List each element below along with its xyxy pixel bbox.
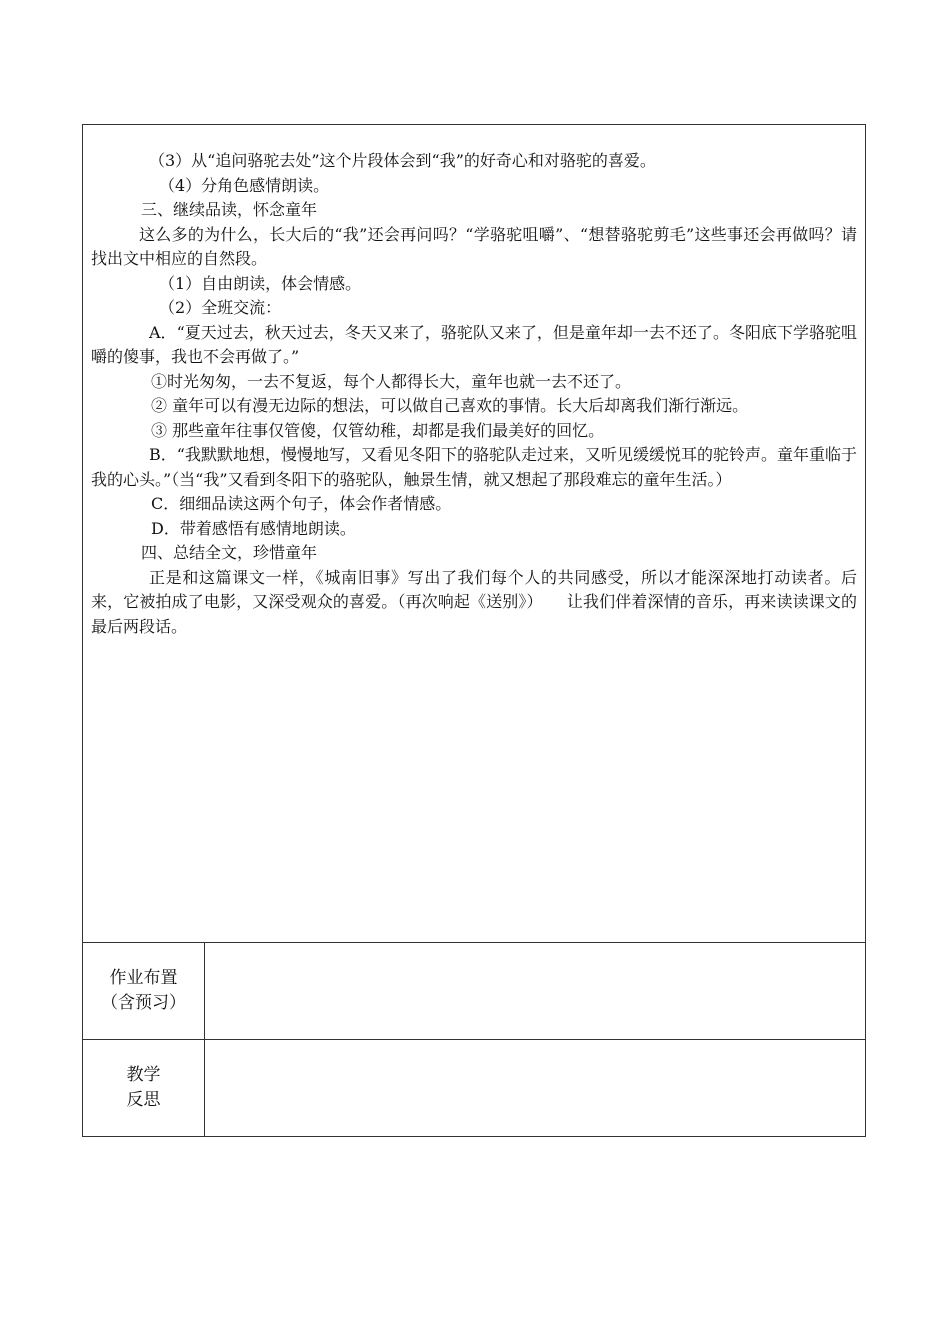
- homework-label-line2: （含预习）: [101, 993, 186, 1013]
- list-item: ② 童年可以有漫无边际的想法，可以做自己喜欢的事情。长大后却离我们渐行渐远。: [151, 396, 749, 415]
- paragraph: D．带着感悟有感情地朗读。: [151, 518, 356, 538]
- quote-paragraph: A．“夏天过去，秋天过去，冬天又来了，骆驼队又来了，但是童年却一去不还了。冬阳底下学骆驼咀嚼的傻事，我也不会再做了。”: [91, 322, 857, 366]
- paragraph: （2）全班交流：: [159, 298, 282, 317]
- homework-content: [205, 943, 865, 1039]
- paragraph: 正是和这篇课文一样，《城南旧事》写出了我们每个人的共同感受，所以才能深深地打动读者。后来，它被拍成了电影，又深受观众的喜爱。（再次响起《送别》） 让我们伴着深情的音乐，再来读读课文的最后两段话。: [91, 567, 857, 636]
- homework-row: [83, 943, 865, 1040]
- section-heading: 四、总结全文，珍惜童年: [141, 543, 318, 562]
- lesson-plan-table: [82, 124, 866, 1137]
- reflection-label: [83, 1040, 205, 1136]
- reflection-content: [205, 1040, 865, 1136]
- paragraph: C．细细品读这两个句子，体会作者情感。: [151, 494, 452, 513]
- section-heading: 三、继续品读，怀念童年: [141, 200, 318, 219]
- reflection-label-line1: 教学: [126, 1065, 161, 1085]
- list-item: ①时光匆匆，一去不复返，每个人都得长大，童年也就一去不还了。: [151, 371, 632, 391]
- homework-label-line1: 作业布置: [109, 968, 178, 988]
- reflection-label-line2: 反思: [126, 1090, 161, 1110]
- paragraph: 这么多的为什么，长大后的“我”还会再问吗？“学骆驼咀嚼”、“想替骆驼剪毛”这些事还会再做吗？请找出文中相应的自然段。: [91, 224, 857, 268]
- homework-label: [83, 943, 205, 1039]
- list-item: ③ 那些童年往事仅管傻，仅管幼稚，却都是我们最美好的回忆。: [151, 420, 605, 440]
- lesson-content-cell: [83, 125, 865, 943]
- paragraph: （1）自由朗读，体会情感。: [159, 273, 362, 293]
- paragraph: （3）从“追问骆驼去处”这个片段体会到“我”的好奇心和对骆驼的喜爱。: [149, 151, 656, 170]
- reflection-row: [83, 1040, 865, 1136]
- quote-paragraph: B．“我默默地想，慢慢地写，又看见冬阳下的骆驼队走过来，又听见缓缓悦耳的驼铃声。童年重临于我的心头。”（当“我”又看到冬阳下的骆驼队，触景生情，就又想起了那段难忘的童年生活。）: [91, 445, 857, 489]
- paragraph: （4）分角色感情朗读。: [159, 175, 330, 195]
